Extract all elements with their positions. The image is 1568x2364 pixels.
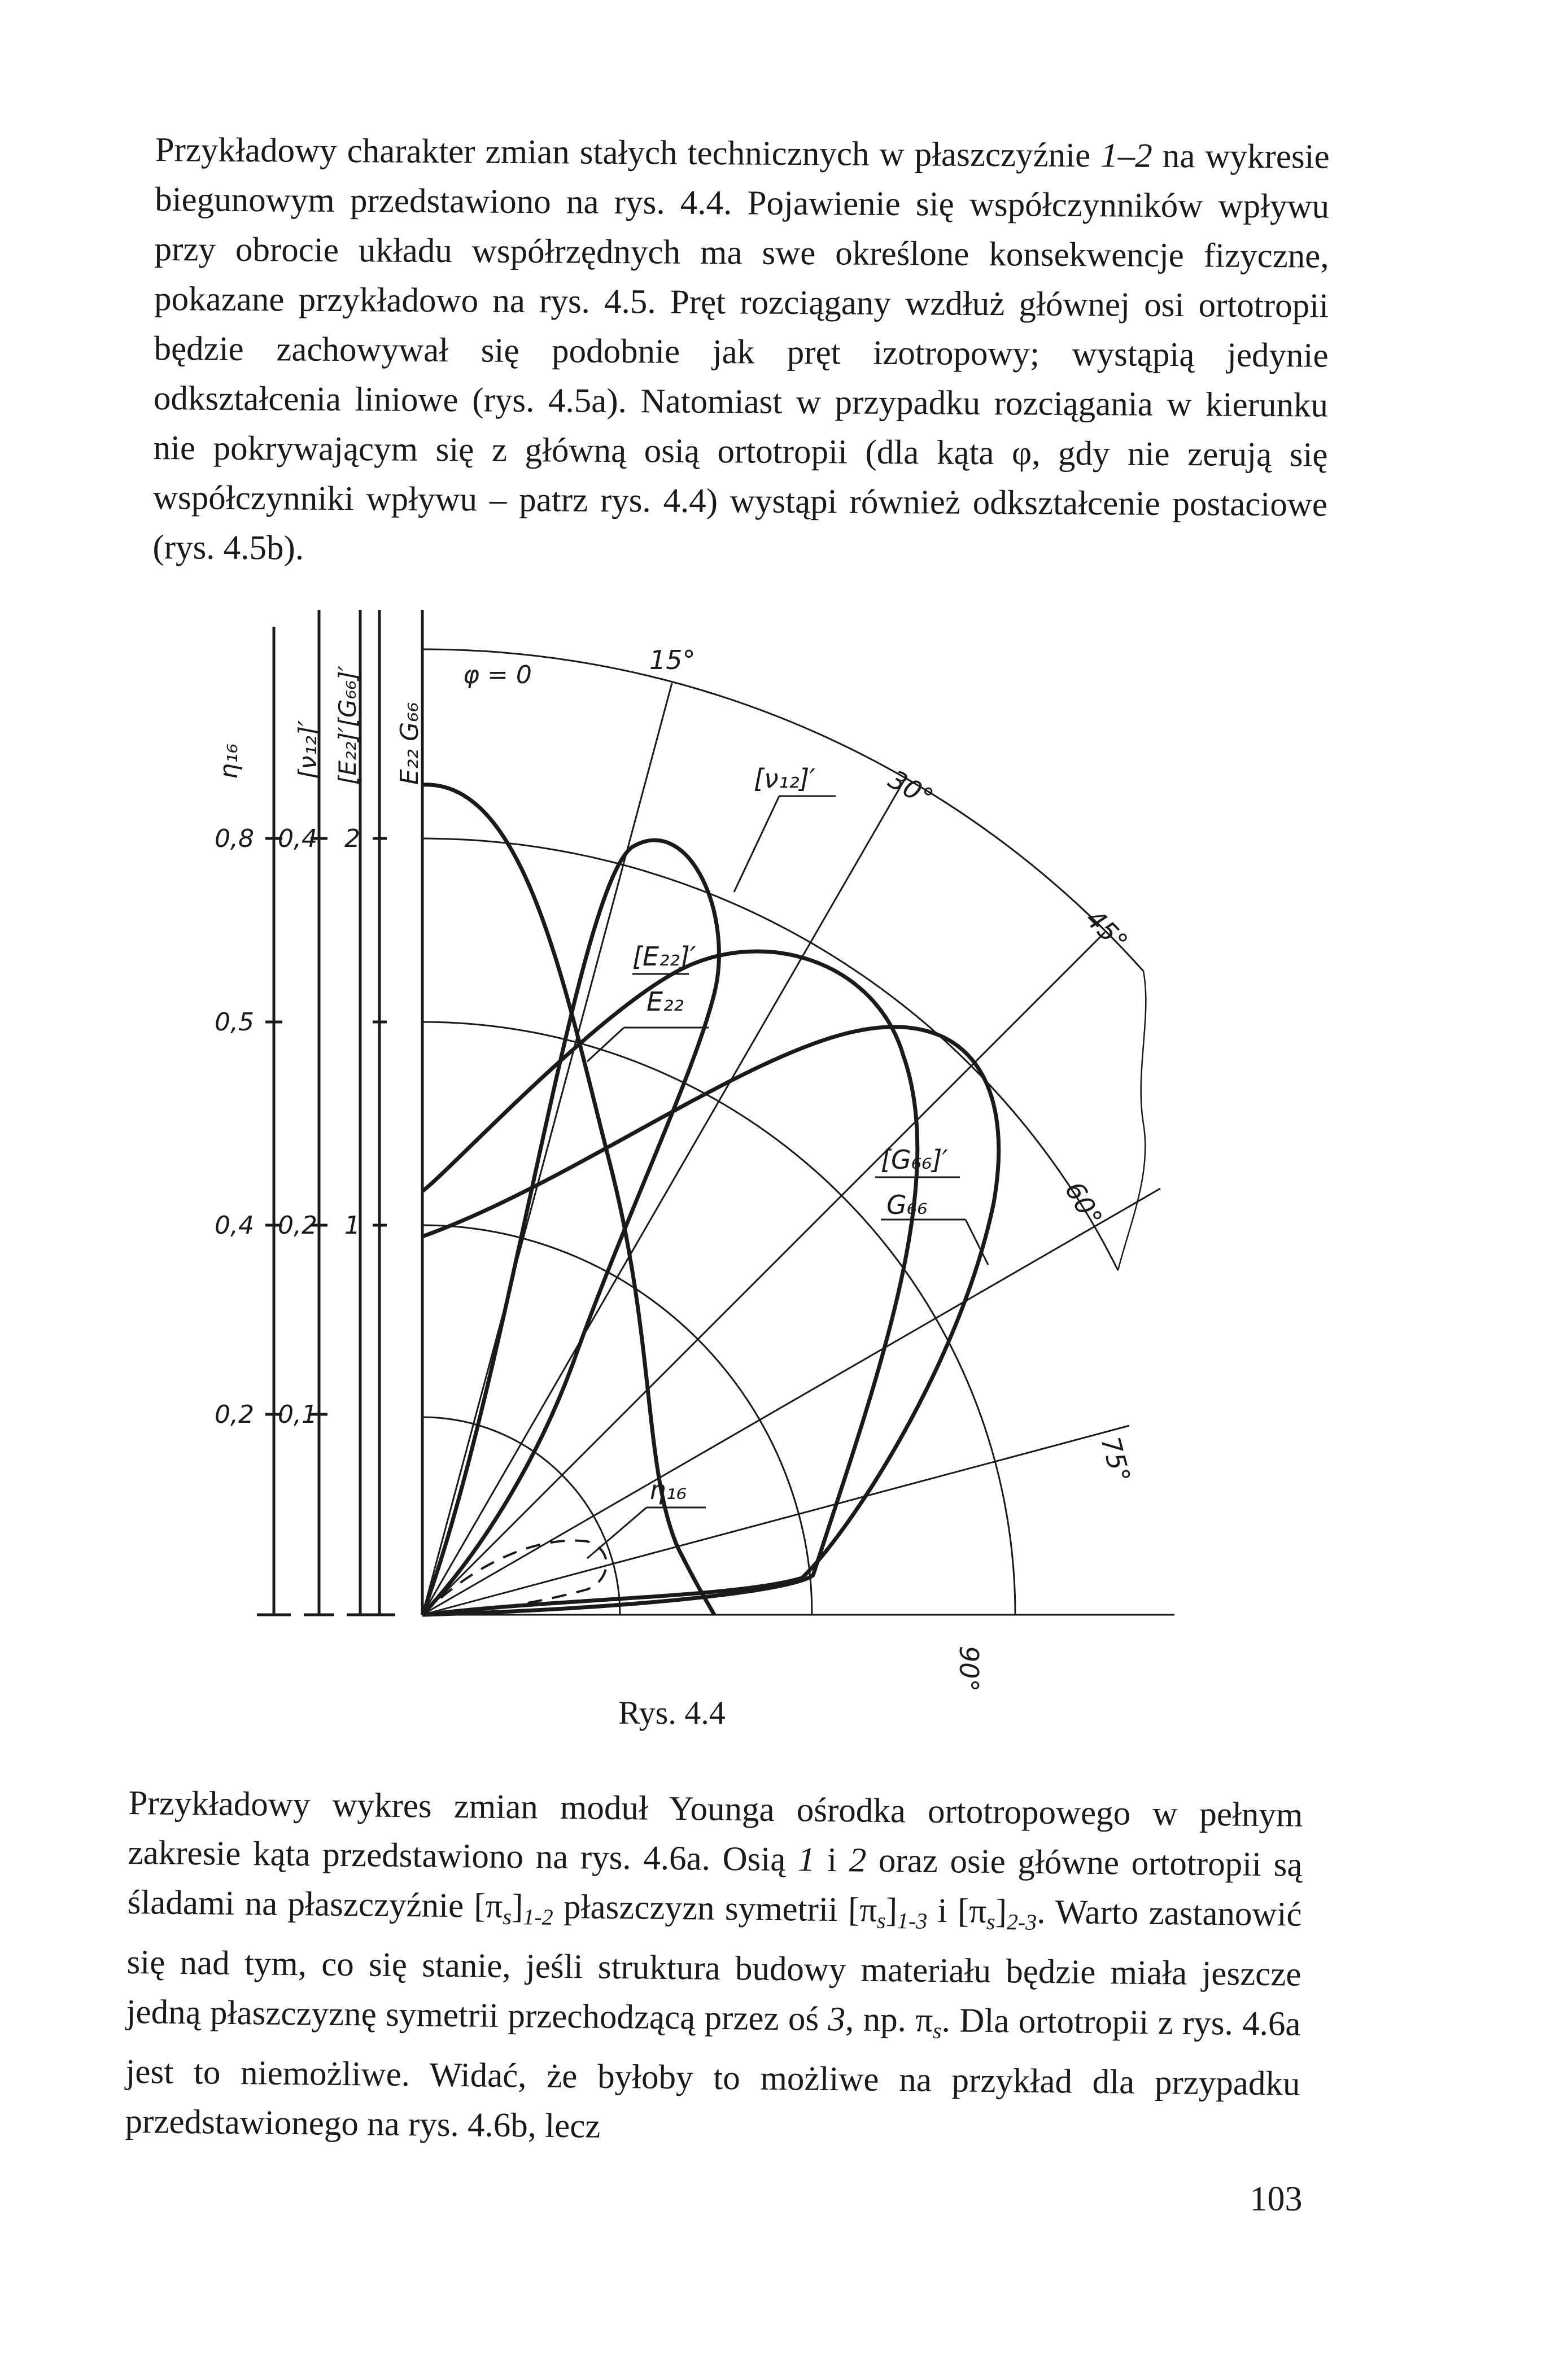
para2-t11: . Dla ortotropii z rys. 4.6a jest to niemożliwe. Widać, że byłoby to możliwe na przykład dla przypadku przedstawionego na rys. 4.6b, lecz (125, 2002, 1301, 2145)
para1-text-b: na wykresie biegunowym przedstawiono na rys. 4.4. Pojawienie się współczynników wpływu przy obrocie układu współrzędnych ma swe określone konsekwencje fizyczne, pokazane przykładowo na rys. 4.5. Pręt rozciągany wzdłuż głównej osi ortotropii będzie zachowywał się podobnie jak pręt izotropowy; wystąpią jedynie odkształcenia liniowe (rys. 4.5a). Natomiast w przypadku rozciągania w kierunku nie pokrywającym się z główną osią ortotropii (dla kąta (153, 137, 1330, 473)
label-e22-num: [E₂₂]′ (632, 941, 696, 972)
para2-sub4: 1-3 (897, 1908, 928, 1934)
scale-nu-02: 0,2 (278, 1211, 317, 1240)
para2-t3: oraz osie główne ortotropii są śladami na płaszczyźnie [π (127, 1841, 1303, 1925)
page-number: 103 (1250, 2180, 1303, 2218)
scale-ratio-2: 2 (344, 824, 360, 853)
para1-plane: 1–2 (1100, 137, 1152, 175)
scale-ratio-1: 1 (344, 1211, 360, 1240)
para2-axis2: 2 (849, 1841, 867, 1880)
figure-caption: Rys. 4.4 (618, 1694, 726, 1731)
phi-zero-label: φ = 0 (463, 661, 532, 689)
para2-t6: ] (885, 1891, 898, 1930)
para2-sub3: s (876, 1907, 886, 1934)
para2-sub5: s (986, 1908, 995, 1935)
para2-sub6: 2-3 (1006, 1909, 1037, 1935)
para2-sub2: 1-2 (523, 1904, 553, 1930)
label-g66-num: [G₆₆]′ (881, 1144, 948, 1175)
para2-t7: i [π (927, 1891, 987, 1930)
scale-eta-04: 0,4 (215, 1211, 254, 1240)
para2-t8: ] (995, 1893, 1007, 1931)
para2-t5: płaszczyzn symetrii [π (553, 1887, 877, 1929)
para2-t4: ] (511, 1887, 523, 1926)
angle-45: 45° (1080, 903, 1134, 958)
label-nu12: [ν₁₂]′ (754, 763, 815, 794)
scale-eta-02: 0,2 (215, 1400, 254, 1429)
angle-15: 15° (649, 645, 696, 675)
paragraph-young-modulus (125, 1779, 1303, 2159)
label-eta16: η₁₆ (649, 1475, 687, 1505)
para1-text-a: Przykładowy charakter zmian stałych technicznych w płaszczyźnie (155, 130, 1101, 175)
scale-nu-01: 0,1 (278, 1400, 317, 1429)
header-eta16: η₁₆ (215, 743, 243, 779)
angle-75: 75° (1095, 1433, 1137, 1486)
header-ratio: [E₂₂]′[G₆₆]′ (334, 665, 361, 785)
label-e22-den: E₂₂ (647, 986, 684, 1017)
para2-sub7: s (932, 2017, 942, 2044)
para1-text-c: , gdy nie zerują się współczynniki wpływu – patrz rys. 4.4) wystąpi również odkształcenie postaciowe (rys. 4.5b). (152, 434, 1328, 567)
para2-sub1: s (503, 1903, 512, 1930)
scale-eta-08: 0,8 (215, 824, 254, 853)
scale-nu-04: 0,4 (278, 824, 317, 853)
polar-grid (422, 649, 1174, 1615)
para2-t9: . Warto zastanowić się nad tym, co się stanie, jeśli struktura budowy materiału będzie miała jeszcze jedną płaszczyznę symetrii przechodzącą przez oś (126, 1893, 1302, 2038)
angle-90: 90° (954, 1646, 984, 1692)
scale-eta-05: 0,5 (215, 1008, 254, 1037)
angle-60: 60° (1059, 1176, 1109, 1232)
para2-t10: , np. π (845, 2000, 933, 2039)
para2-axis3: 3 (828, 2000, 846, 2039)
header-moduli: E₂₂ G₆₆ (395, 702, 424, 785)
eta16-curve (422, 1541, 606, 1615)
header-nu12: [ν₁₂]′ (294, 720, 322, 779)
para2-t1: Przykładowy wykres zmian moduł Younga ośrodka ortotropowego w pełnym zakresie kąta przedstawiono na rys. 4.6a. Osią (128, 1784, 1303, 1879)
para1-phi: φ (1011, 434, 1032, 473)
angle-30: 30° (883, 763, 939, 814)
para2-axis1: 1 (797, 1841, 815, 1879)
label-g66-den: G₆₆ (886, 1190, 928, 1220)
para2-t2: i (815, 1841, 850, 1880)
